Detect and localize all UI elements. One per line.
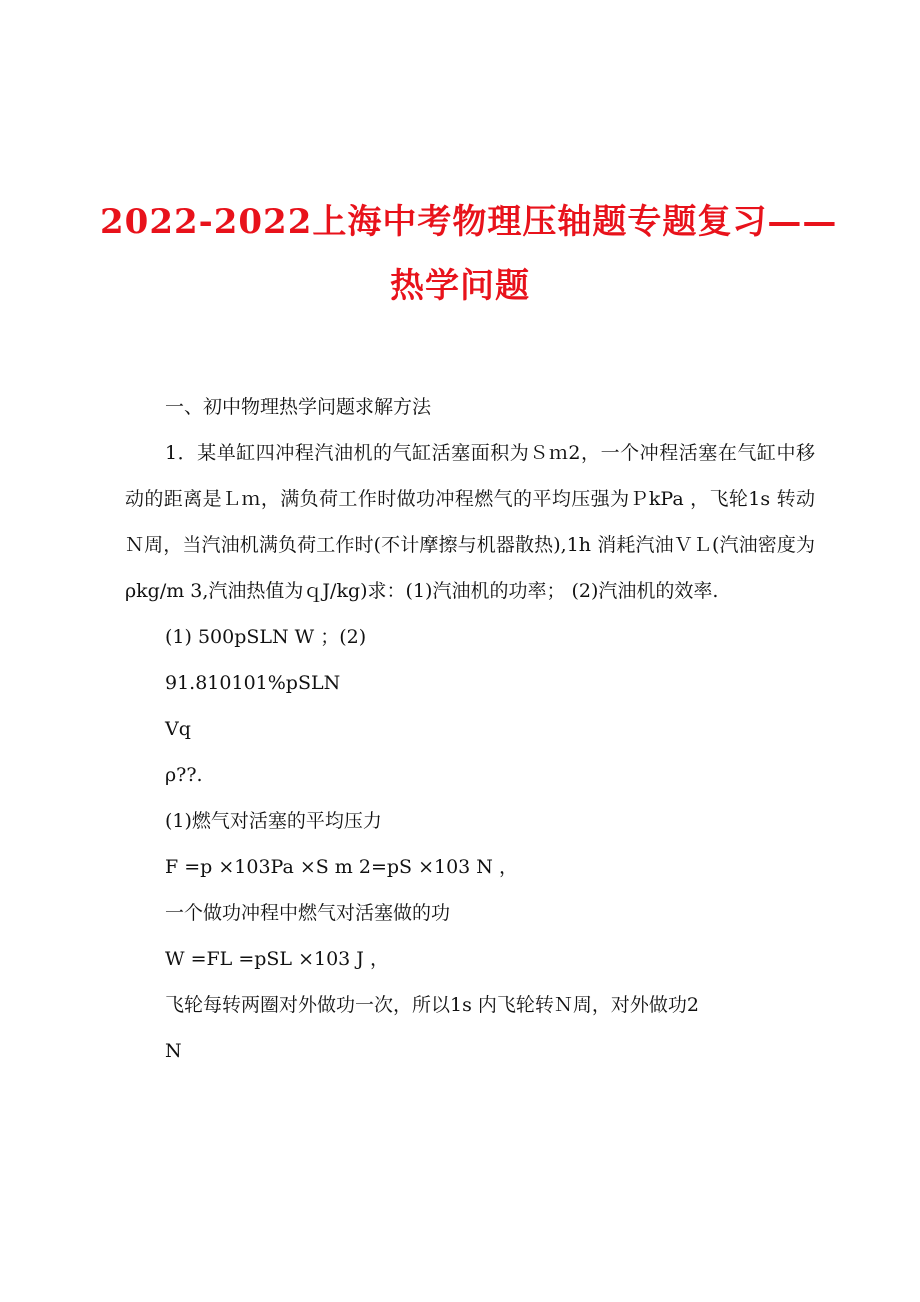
title-line-2: 热学问题 [390, 266, 530, 306]
answer-line-1: (1) 500pSLN W ；(2) [165, 626, 367, 648]
problem-statement: 1．某单缸四冲程汽油机的气缸活塞面积为Ｓｍ2，一个冲程活塞在气缸中移动的距离是Ｌｍ，满负荷工作时做功冲程燃气的平均压强为ＰkPa ，飞轮1s 转动Ｎ周，当汽油机满负荷工作时(不计摩擦与机器散热),1h 消耗汽油ＶＬ(汽油密度为ρkg/m 3,汽油热值为ｑJ/kg)求：(1)汽油机的功率； (2)汽油机的效率. [125, 442, 815, 602]
section-heading: 一、初中物理热学问题求解方法 [165, 396, 432, 418]
solution-step-2: F =p ×103Pa ×S m 2=pS ×103 N ， [165, 856, 518, 878]
title-line-1: 2022-2022上海中考物理压轴题专题复习—— [100, 202, 838, 242]
answer-line-4: ρ??. [165, 764, 203, 786]
document-body [125, 384, 815, 1074]
solution-step-5: 飞轮每转两圈对外做功一次，所以1s 内飞轮转Ｎ周，对外做功2 [165, 994, 699, 1016]
solution-step-3: 一个做功冲程中燃气对活塞做的功 [165, 902, 451, 924]
solution-step-1: (1)燃气对活塞的平均压力 [165, 810, 382, 832]
answer-line-3: Vq [165, 718, 191, 740]
answer-line-2: 91.810101%pSLN [165, 672, 341, 694]
document-title [100, 190, 838, 318]
solution-step-6: N [165, 1040, 182, 1062]
solution-step-4: W =FL =pSL ×103 J ， [165, 948, 389, 970]
